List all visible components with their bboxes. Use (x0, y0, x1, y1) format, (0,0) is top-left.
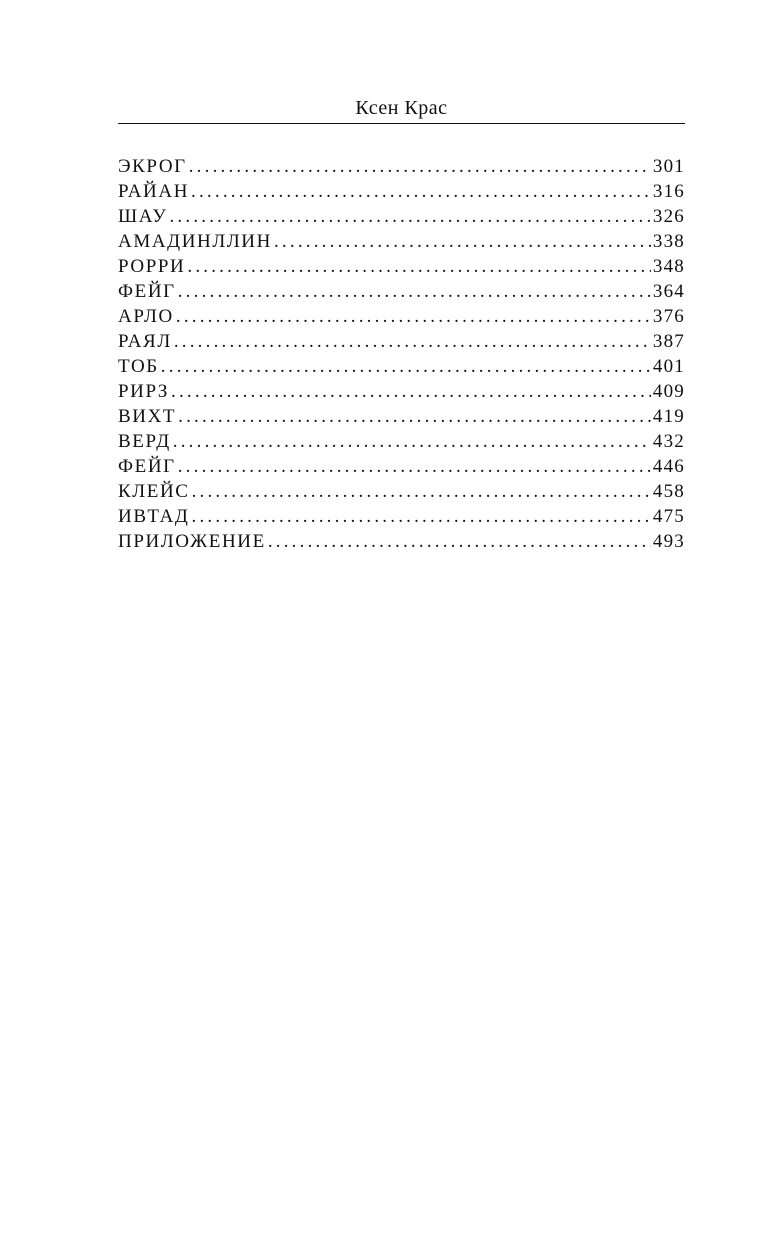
dot-leader (192, 504, 651, 529)
header-divider (118, 123, 685, 124)
toc-entry[interactable] (118, 504, 685, 529)
toc-entry[interactable] (118, 379, 685, 404)
toc-entry[interactable] (118, 279, 685, 304)
toc-entry[interactable] (118, 454, 685, 479)
dot-leader (178, 279, 651, 304)
toc-entry[interactable] (118, 154, 685, 179)
toc-entry-page: 432 (652, 431, 685, 452)
running-head: Ксен Крас (355, 97, 448, 119)
toc-entry-page: 409 (652, 381, 685, 402)
toc-entry[interactable] (118, 404, 685, 429)
dot-leader (171, 379, 651, 404)
toc-entry-title: ВИХТ (118, 406, 177, 427)
toc-entry-page: 326 (652, 206, 685, 227)
toc-entry-title: ЭКРОГ (118, 156, 187, 177)
dot-leader (173, 429, 651, 454)
toc-entry-title: АРЛО (118, 306, 174, 327)
toc-entry[interactable] (118, 304, 685, 329)
toc-entry[interactable] (118, 179, 685, 204)
table-of-contents (118, 154, 685, 554)
dot-leader (174, 329, 651, 354)
toc-entry-title: ИВТАД (118, 506, 190, 527)
toc-entry-page: 364 (652, 281, 685, 302)
toc-entry[interactable] (118, 329, 685, 354)
toc-entry-title: ФЕЙГ (118, 281, 176, 302)
toc-entry-title: ПРИЛОЖЕНИЕ (118, 531, 266, 552)
toc-entry-page: 376 (652, 306, 685, 327)
toc-entry-title: РИРЗ (118, 381, 170, 402)
toc-entry-title: АМАДИНЛЛИН (118, 231, 272, 252)
dot-leader (274, 229, 651, 254)
toc-entry-title: РАЙАН (118, 181, 190, 202)
toc-entry-page: 446 (652, 456, 685, 477)
toc-entry[interactable] (118, 354, 685, 379)
toc-entry-page: 301 (652, 156, 685, 177)
dot-leader (178, 454, 651, 479)
dot-leader (187, 254, 651, 279)
toc-entry-title: РОРРИ (118, 256, 186, 277)
dot-leader (161, 354, 651, 379)
toc-entry-title: ВЕРД (118, 431, 171, 452)
toc-entry[interactable] (118, 229, 685, 254)
toc-entry-page: 475 (652, 506, 685, 527)
toc-entry-page: 401 (652, 356, 685, 377)
toc-entry[interactable] (118, 204, 685, 229)
dot-leader (176, 304, 651, 329)
toc-entry-page: 316 (652, 181, 685, 202)
toc-entry[interactable] (118, 529, 685, 554)
dot-leader (169, 204, 650, 229)
toc-entry-page: 493 (652, 531, 685, 552)
toc-entry-title: ТОБ (118, 356, 159, 377)
toc-entry[interactable] (118, 429, 685, 454)
toc-entry-title: ФЕЙГ (118, 456, 176, 477)
toc-entry-title: РАЯЛ (118, 331, 172, 352)
toc-entry-page: 348 (652, 256, 685, 277)
dot-leader (191, 179, 651, 204)
toc-entry-page: 458 (652, 481, 685, 502)
dot-leader (268, 529, 651, 554)
toc-entry-page: 419 (652, 406, 685, 427)
toc-entry-title: КЛЕЙС (118, 481, 190, 502)
dot-leader (178, 404, 651, 429)
toc-entry[interactable] (118, 479, 685, 504)
toc-entry-title: ШАУ (118, 206, 168, 227)
toc-entry-page: 387 (652, 331, 685, 352)
dot-leader (189, 154, 651, 179)
toc-entry[interactable] (118, 254, 685, 279)
dot-leader (192, 479, 651, 504)
toc-entry-page: 338 (652, 231, 685, 252)
